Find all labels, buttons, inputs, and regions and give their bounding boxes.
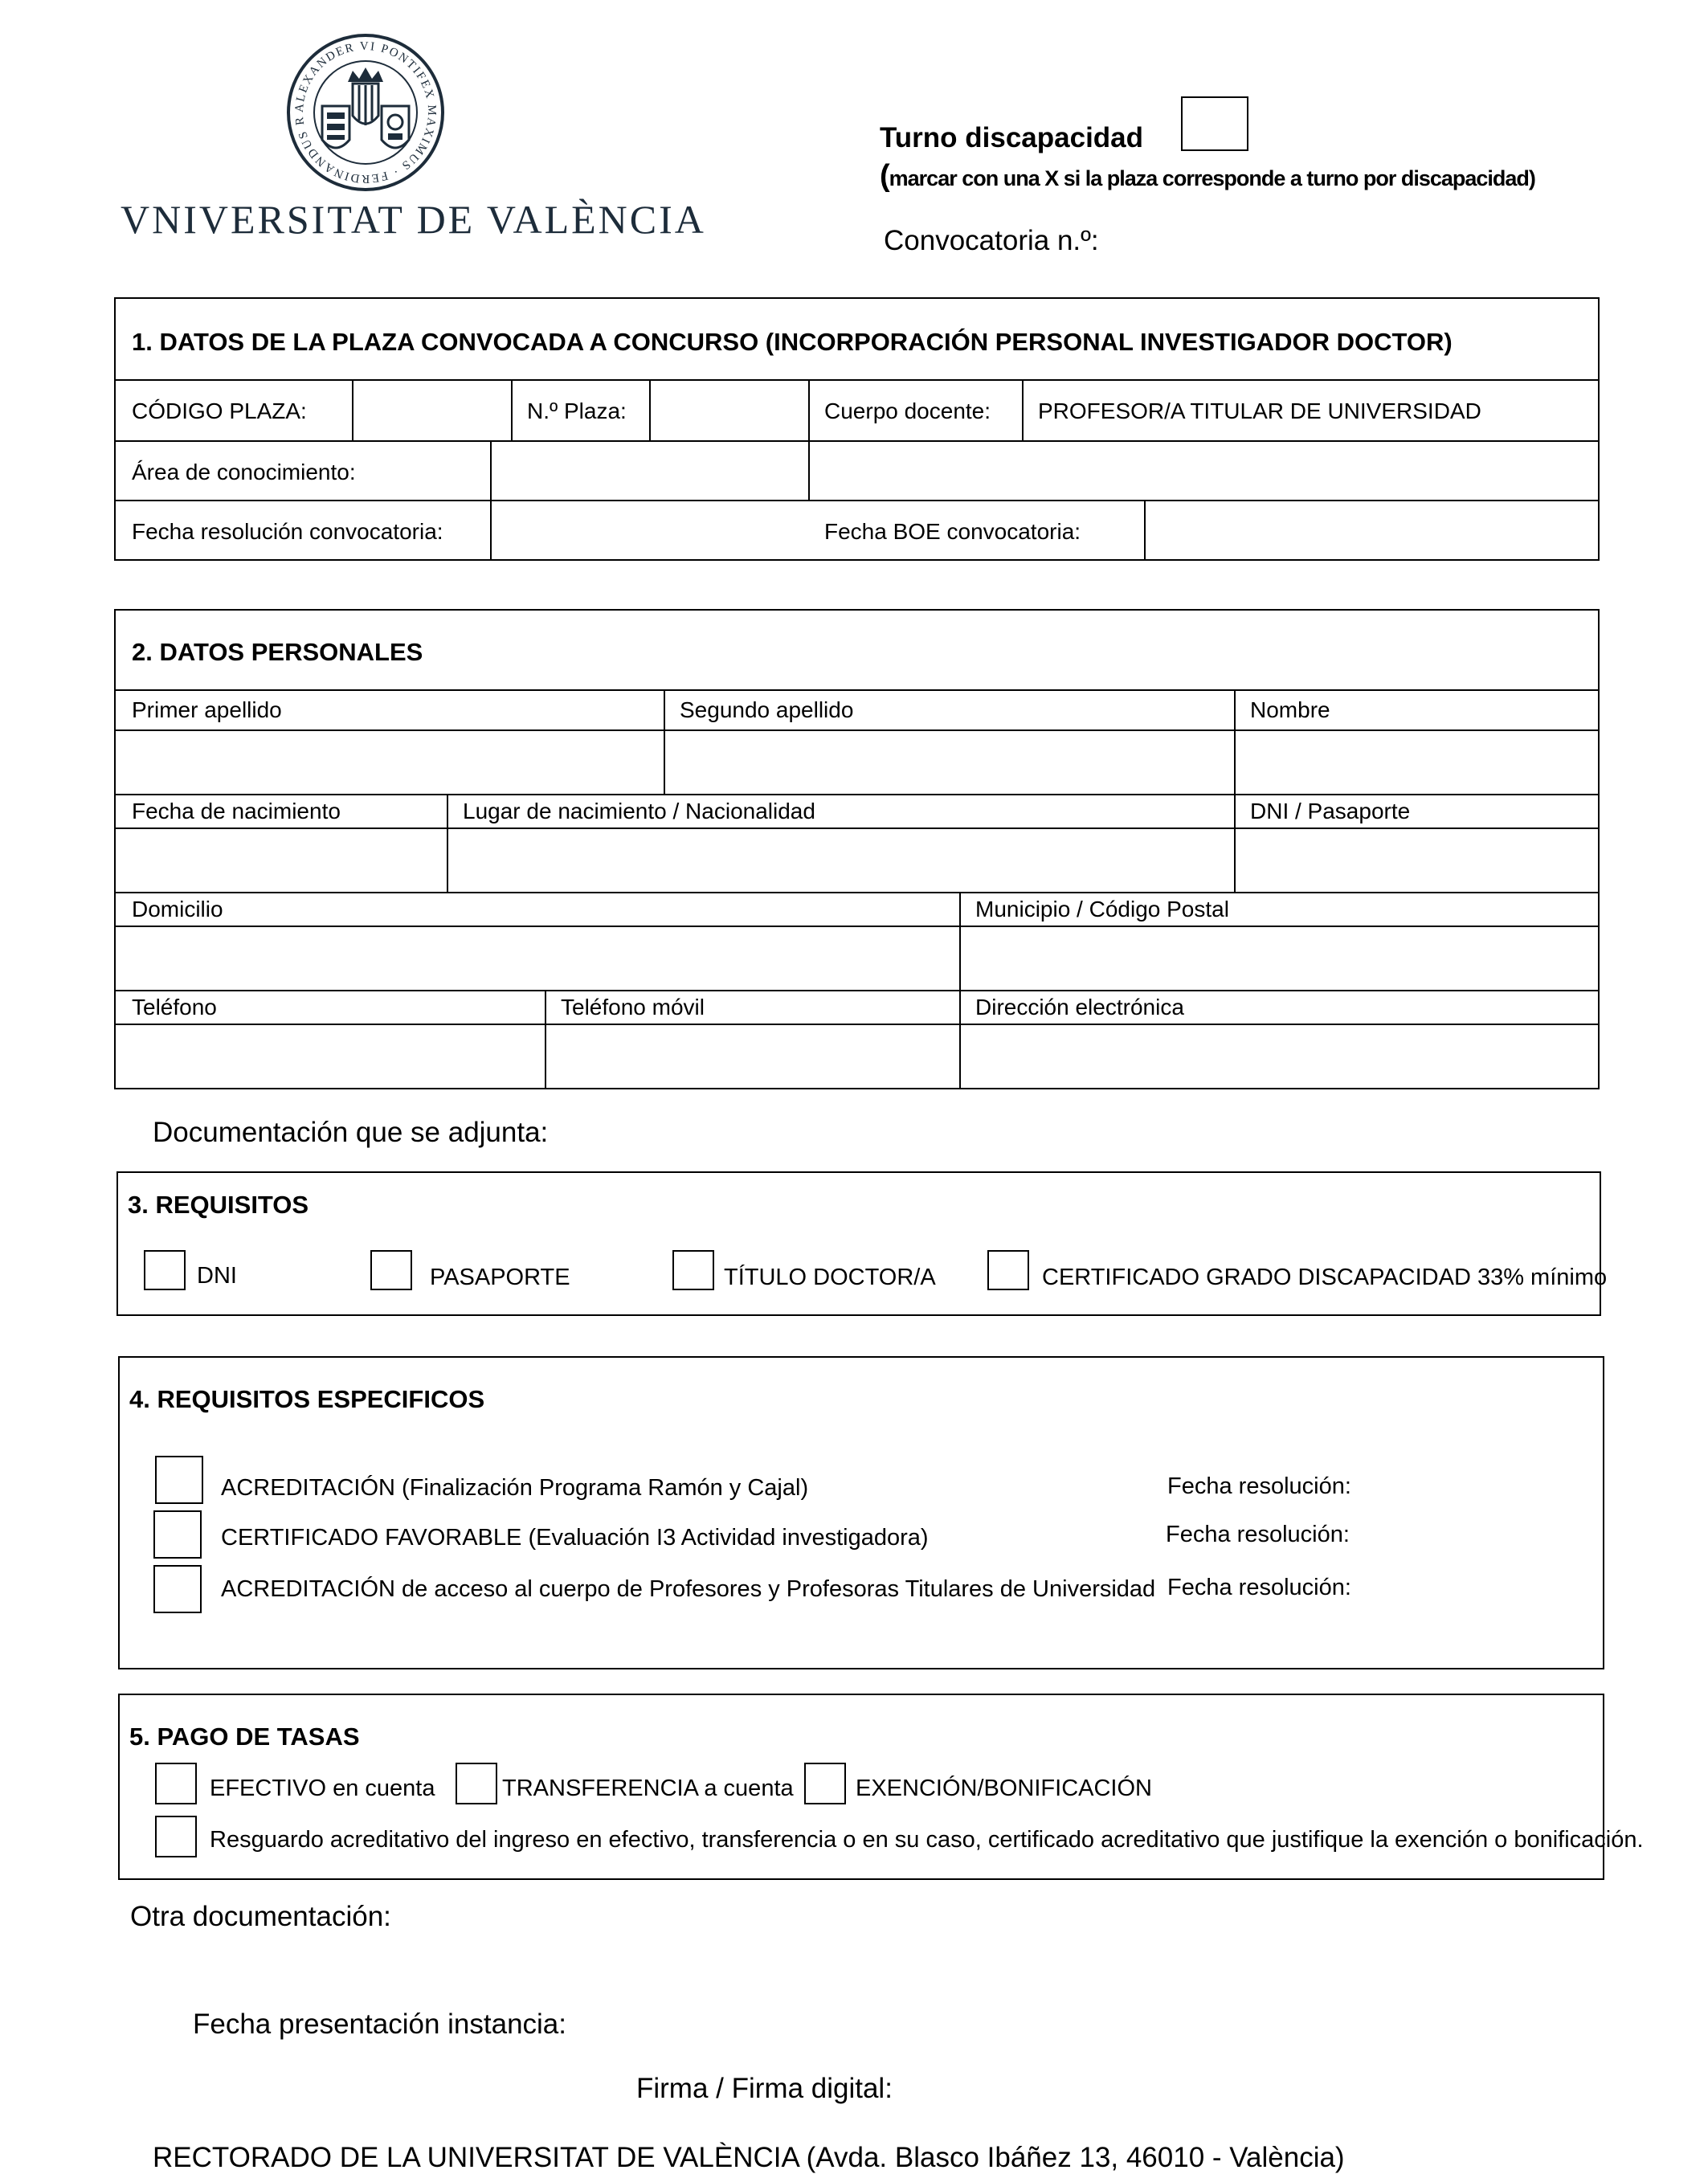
area-conocimiento-field[interactable] bbox=[492, 442, 1598, 500]
pasaporte-option-label: PASAPORTE bbox=[430, 1265, 570, 1290]
num-plaza-label: N.º Plaza: bbox=[527, 398, 627, 423]
section-pago-tasas bbox=[118, 1694, 1644, 1880]
num-plaza-field[interactable] bbox=[651, 381, 808, 440]
acreditacion-ramon-cajal-checkbox[interactable] bbox=[155, 1456, 203, 1504]
section2-divider bbox=[116, 892, 1598, 893]
direccion-electronica-label: Dirección electrónica bbox=[975, 995, 1184, 1020]
resguardo-checkbox[interactable] bbox=[155, 1816, 197, 1857]
codigo-plaza-field[interactable] bbox=[353, 381, 511, 440]
fecha-presentacion-label: Fecha presentación instancia: bbox=[193, 2008, 566, 2040]
section1-col-line bbox=[511, 379, 513, 440]
transferencia-label: TRANSFERENCIA a cuenta bbox=[502, 1776, 794, 1801]
section1-title: 1. DATOS DE LA PLAZA CONVOCADA A CONCURSO (INCORPORACIÓN PERSONAL INVESTIGADOR DOCTOR) bbox=[132, 328, 1453, 356]
fecha-resolucion-field[interactable] bbox=[492, 501, 808, 561]
rectorado-address: RECTORADO DE LA UNIVERSITAT DE VALÈNCIA (Avda. Blasco Ibáñez 13, 46010 - València) bbox=[153, 2142, 1345, 2173]
section2-divider bbox=[116, 794, 1598, 795]
titulo-doctor-option-label: TÍTULO DOCTOR/A bbox=[724, 1265, 936, 1290]
municipio-label: Municipio / Código Postal bbox=[975, 897, 1229, 921]
section-datos-personales bbox=[114, 609, 1600, 1089]
efectivo-checkbox[interactable] bbox=[155, 1763, 197, 1804]
fecha-nacimiento-field[interactable] bbox=[116, 829, 447, 892]
section-requisitos-especificos bbox=[118, 1356, 1604, 1669]
lugar-nacimiento-field[interactable] bbox=[448, 829, 1234, 892]
nombre-field[interactable] bbox=[1236, 731, 1598, 794]
dni-option-label: DNI bbox=[197, 1263, 237, 1289]
acreditacion-ramon-cajal-label: ACREDITACIÓN (Finalización Programa Ramón y Cajal) bbox=[221, 1475, 809, 1501]
dni-pasaporte-label: DNI / Pasaporte bbox=[1250, 799, 1411, 823]
fecha-nacimiento-label: Fecha de nacimiento bbox=[132, 799, 341, 823]
university-name: VNIVERSITAT DE VALÈNCIA bbox=[121, 197, 706, 242]
exencion-label: EXENCIÓN/BONIFICACIÓN bbox=[856, 1776, 1152, 1801]
telefono-movil-field[interactable] bbox=[546, 1025, 959, 1089]
section2-divider bbox=[116, 689, 1598, 691]
nombre-label: Nombre bbox=[1250, 697, 1330, 722]
section4-title: 4. REQUISITOS ESPECIFICOS bbox=[129, 1385, 485, 1413]
turno-discapacidad-checkbox[interactable] bbox=[1181, 96, 1248, 151]
acreditacion-titulares-checkbox[interactable] bbox=[153, 1565, 202, 1613]
section-requisitos bbox=[116, 1171, 1608, 1316]
section1-col-line bbox=[1022, 379, 1024, 440]
direccion-electronica-field[interactable] bbox=[961, 1025, 1598, 1089]
cuerpo-docente-label: Cuerpo docente: bbox=[824, 398, 991, 423]
dni-pasaporte-field[interactable] bbox=[1236, 829, 1598, 892]
area-conocimiento-label: Área de conocimiento: bbox=[132, 460, 356, 484]
firma-label: Firma / Firma digital: bbox=[636, 2073, 893, 2104]
titulo-doctor-checkbox[interactable] bbox=[672, 1250, 714, 1290]
turno-note-text: marcar con una X si la plaza corresponde a turno por discapacidad) bbox=[889, 166, 1535, 190]
certificado-i3-checkbox[interactable] bbox=[153, 1510, 202, 1559]
telefono-label: Teléfono bbox=[132, 995, 217, 1020]
fecha-resolucion-ramon-cajal-label: Fecha resolución: bbox=[1167, 1473, 1351, 1499]
fecha-resolucion-titulares-label: Fecha resolución: bbox=[1167, 1575, 1351, 1600]
dni-checkbox[interactable] bbox=[144, 1250, 186, 1290]
efectivo-label: EFECTIVO en cuenta bbox=[210, 1776, 435, 1801]
section-plaza bbox=[114, 297, 1600, 561]
certificado-discapacidad-option-label: CERTIFICADO GRADO DISCAPACIDAD 33% mínimo bbox=[1042, 1265, 1608, 1290]
turno-note-paren: ( bbox=[880, 159, 889, 193]
codigo-plaza-label: CÓDIGO PLAZA: bbox=[132, 398, 307, 423]
exencion-checkbox[interactable] bbox=[804, 1763, 846, 1804]
fecha-boe-field[interactable] bbox=[1146, 501, 1598, 561]
primer-apellido-label: Primer apellido bbox=[132, 697, 282, 722]
segundo-apellido-field[interactable] bbox=[665, 731, 1234, 794]
section5-title: 5. PAGO DE TASAS bbox=[129, 1722, 360, 1751]
primer-apellido-field[interactable] bbox=[116, 731, 664, 794]
transferencia-checkbox[interactable] bbox=[456, 1763, 497, 1804]
pasaporte-checkbox[interactable] bbox=[370, 1250, 412, 1290]
certificado-discapacidad-checkbox[interactable] bbox=[987, 1250, 1029, 1290]
telefono-movil-label: Teléfono móvil bbox=[561, 995, 705, 1020]
convocatoria-label: Convocatoria n.º: bbox=[884, 225, 1099, 256]
seal-inscription: ALEXANDER VI PONTIFEX MAXIMUS · FERDINANDUS R bbox=[292, 39, 439, 186]
domicilio-label: Domicilio bbox=[132, 897, 223, 921]
fecha-boe-label: Fecha BOE convocatoria: bbox=[824, 519, 1081, 544]
turno-discapacidad-title: Turno discapacidad bbox=[880, 122, 1144, 153]
certificado-i3-label: CERTIFICADO FAVORABLE (Evaluación I3 Actividad investigadora) bbox=[221, 1525, 929, 1551]
municipio-field[interactable] bbox=[961, 927, 1598, 990]
resguardo-label: Resguardo acreditativo del ingreso en efectivo, transferencia o en su caso, certificado acreditativo que justifique la exención o bonificación. bbox=[210, 1827, 1644, 1853]
lugar-nacimiento-label: Lugar de nacimiento / Nacionalidad bbox=[463, 799, 815, 823]
section3-title: 3. REQUISITOS bbox=[128, 1191, 309, 1219]
segundo-apellido-label: Segundo apellido bbox=[680, 697, 854, 722]
otra-documentacion-label: Otra documentación: bbox=[130, 1901, 391, 1932]
telefono-field[interactable] bbox=[116, 1025, 545, 1089]
section2-divider bbox=[116, 990, 1598, 991]
documentacion-adjunta-label: Documentación que se adjunta: bbox=[153, 1117, 549, 1148]
section2-title: 2. DATOS PERSONALES bbox=[132, 638, 423, 666]
acreditacion-titulares-label: ACREDITACIÓN de acceso al cuerpo de Profesores y Profesoras Titulares de Universidad bbox=[221, 1576, 1156, 1602]
cuerpo-docente-value: PROFESOR/A TITULAR DE UNIVERSIDAD bbox=[1038, 398, 1481, 423]
domicilio-field[interactable] bbox=[116, 927, 959, 990]
fecha-resolucion-label: Fecha resolución convocatoria: bbox=[132, 519, 443, 544]
university-seal bbox=[285, 32, 446, 193]
turno-discapacidad-note bbox=[880, 159, 1535, 194]
section1-divider bbox=[116, 379, 1598, 381]
fecha-resolucion-i3-label: Fecha resolución: bbox=[1166, 1522, 1350, 1547]
